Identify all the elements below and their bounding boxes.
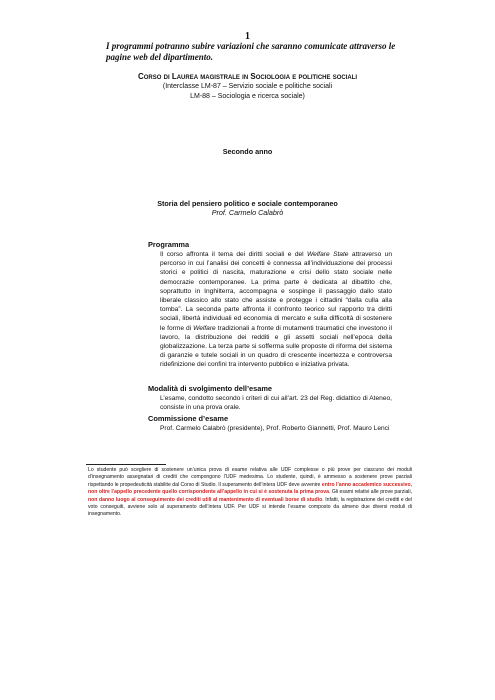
subject-title: Storia del pensiero politico e sociale contemporaneo bbox=[157, 199, 338, 208]
course-header bbox=[0, 72, 495, 102]
subject-header bbox=[0, 199, 495, 217]
modalita-section bbox=[148, 384, 392, 412]
modalita-text: L’esame, condotto secondo i criteri di cui all’art. 23 del Reg. didattico di Ateneo, consiste in una prova orale. bbox=[160, 395, 392, 412]
programma-text-part-3: tradizionali a fronte di mutamenti traumatici che investono il lavoro, la distribuzione dei redditi e gli assetti sociali nell’epoca della globalizzazione. La terza parte si sofferma sulle proposte di riforma del sistema di garanzie e tutele sociali in un quadro di crescente incertezza e controversa ridefinizione dei confini tra intervento pubblico e iniziativa privata. bbox=[160, 324, 392, 369]
programma-text-part-1: Il corso affronta il tema dei diritti sociali e del bbox=[160, 251, 308, 258]
course-class-line-2: LM-88 – Sociologia e ricerca sociale) bbox=[190, 93, 305, 100]
footnote-part-3: . Infatti, la registrazione dei crediti e del voto conseguiti, avviene solo al superamento dell’intera UDF. Per UDF si intende l’esame composto da almeno due diversi moduli di insegnamento. bbox=[88, 496, 413, 518]
course-title: Corso di Laurea magistrale in Sociologia e politiche sociali bbox=[137, 72, 358, 81]
modalita-heading: Modalità di svolgimento dell’esame bbox=[148, 384, 273, 393]
subject-professor: Prof. Carmelo Calabrò bbox=[211, 208, 284, 217]
page-number: 1 bbox=[245, 31, 250, 42]
programma-text-part-2: attraverso un percorso in cui l’analisi dei concetti è connessa all’individuazione dei processi storici e politici di nascita, maturazione e crisi dello stato sociale nelle democrazie contemporanee. La prima parte è dedicata al dibattito che, soprattutto in Inghilterra, accompagna e sospinge il passaggio dallo stato liberale classico allo stato che assiste e protegge i cittadini “dalla culla alla tomba”. La seconda parte affronta il confronto teorico sul rapporto tra diritti sociali, libertà individuali ed economia di mercato e sulla difficoltà di sostenere le forme di bbox=[160, 251, 392, 332]
programma-text bbox=[160, 250, 392, 370]
course-class-line-1: (Interclasse LM-87 – Servizio sociale e politiche sociali bbox=[162, 83, 333, 90]
programma-section bbox=[148, 240, 392, 370]
programma-text-welfare: Welfare bbox=[193, 324, 216, 332]
year-heading: Secondo anno bbox=[222, 147, 273, 156]
footnote bbox=[88, 467, 412, 519]
footnote-highlight-2: non danno luogo al conseguimento dei crediti utili al mantenimento di eventuali borse di studio bbox=[88, 496, 323, 503]
programma-text-welfare-state: Welfare State bbox=[307, 251, 349, 258]
commissione-text: Prof. Carmelo Calabrò (presidente), Prof. Roberto Giannetti, Prof. Mauro Lenci bbox=[160, 425, 390, 432]
notice-text: I programmi potranno subire variazioni che saranno comunicate attraverso le pagine web del dipartimento. bbox=[106, 41, 396, 62]
footnote-part-2: . Gli esami relativi alle prove parziali, bbox=[328, 489, 412, 496]
commissione-section bbox=[148, 414, 392, 433]
footnote-highlight-1: entro l’anno accademico successivo, non oltre l’appello precedente quello corrispondente all’appello in cui si è sostenuta la prima prova bbox=[88, 481, 413, 496]
footnote-part-1: Lo studente può scegliere di sostenere un’unica prova di esame relativa alle UDF complesse o più prove per ciascuno dei moduli d’insegnamento assegnatari di crediti che compongono l’UDF medesima. Lo studente, quindi, è ammesso a sostenere prove parziali rispettando le propedeuticità stabilite dal Corso di Studio. Il superamento dell’intera UDF deve avvenire bbox=[88, 467, 412, 488]
programma-heading: Programma bbox=[148, 240, 190, 249]
commissione-heading: Commissione d’esame bbox=[148, 414, 229, 423]
footnote-divider bbox=[86, 464, 166, 465]
